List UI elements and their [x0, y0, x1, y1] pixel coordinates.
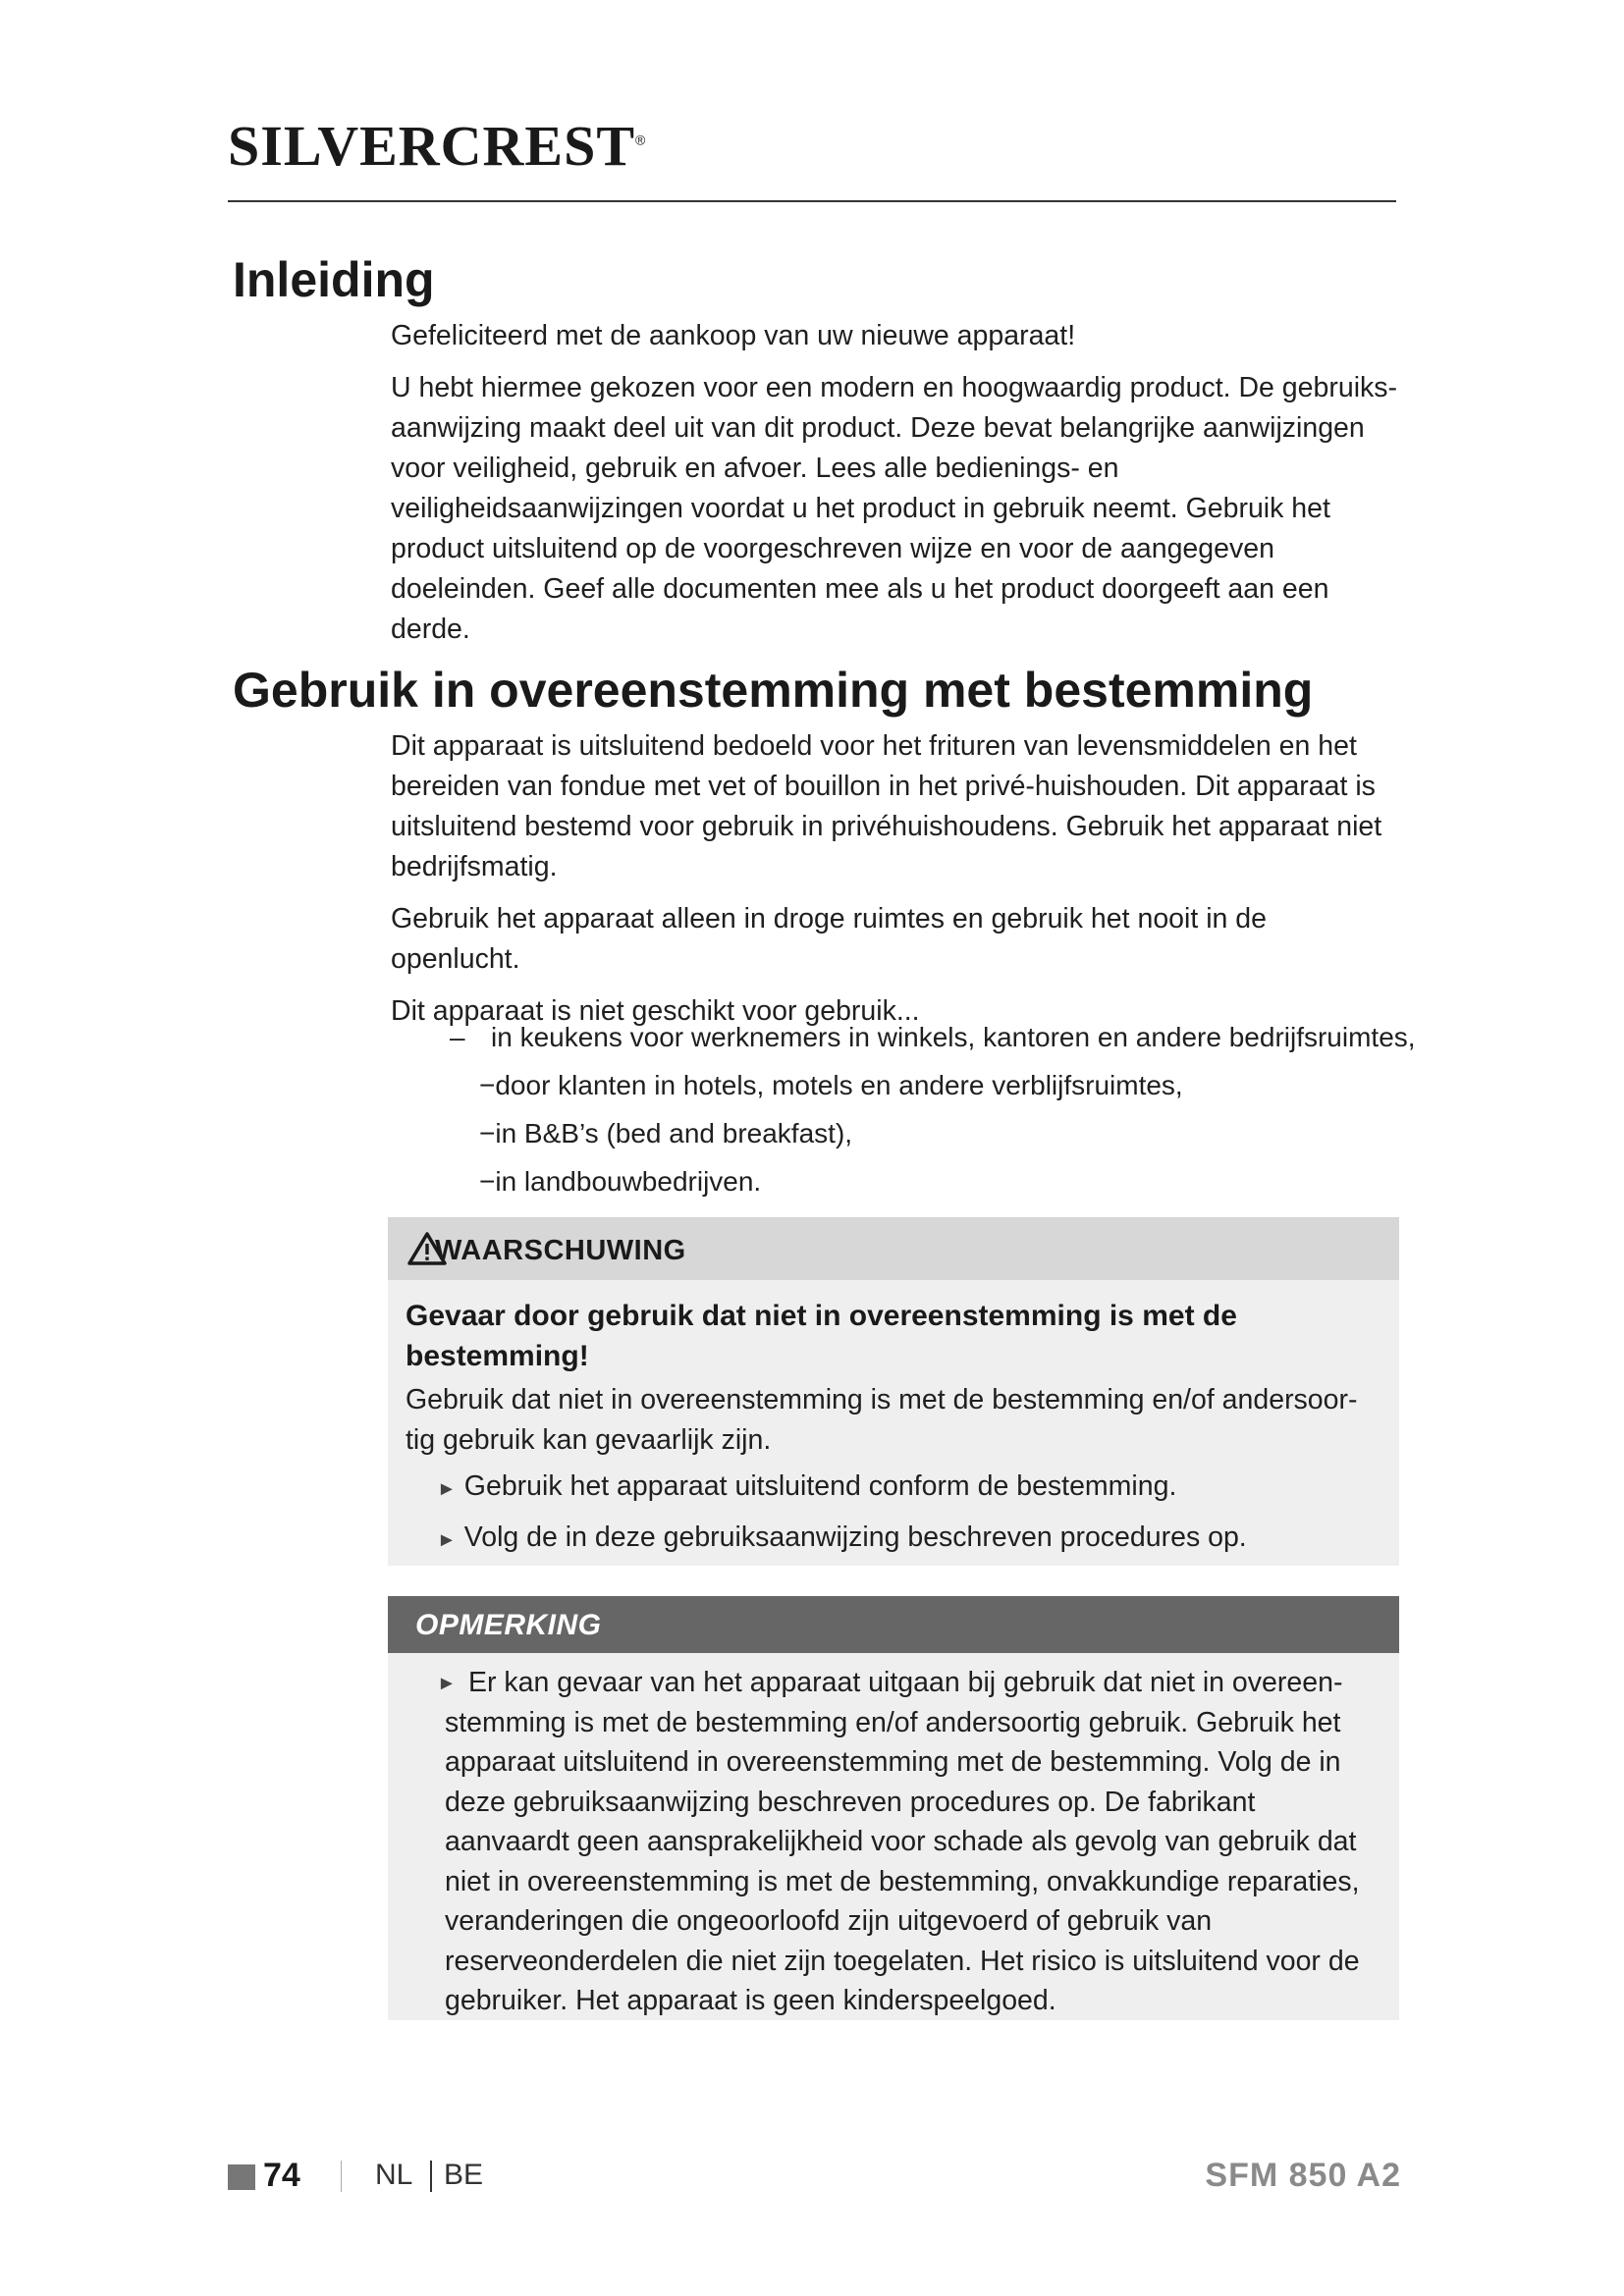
bullet-arrow-icon: ►: [437, 1673, 457, 1694]
warning-label: WAARSCHUWING: [435, 1235, 686, 1266]
brand-name: SILVERCREST: [228, 114, 636, 178]
list-item: −in landbouwbedrijven.: [479, 1166, 762, 1197]
warning-header: [388, 1217, 1399, 1280]
language-code-be: BE: [444, 2159, 484, 2191]
intended-use-paragraph-3: Dit apparaat is niet geschikt voor gebruik...: [391, 995, 920, 1027]
note-label: OPMERKING: [415, 1609, 602, 1641]
footer-square-icon: [228, 2164, 255, 2190]
warning-box: [388, 1217, 1399, 1566]
intro-paragraph-2: U hebt hiermee gekozen voor een modern en hoogwaardig product. De gebruiksaanwijzing maakt deel uit van dit product. Deze bevat belangrijke aanwijzingen voor veiligheid, gebruik en afvoer. Lees alle bedienings- en veiligheidsaanwijzingen voordat u het product in gebruik neemt. Gebruik het product uitsluitend op de voorgeschreven wijze en voor de aangegeven doeleinden. Geef alle documenten mee als u het product doorgeeft aan een derde.: [391, 372, 1398, 645]
bullet-arrow-icon: ►: [437, 1478, 457, 1500]
bullet-arrow-icon: ►: [437, 1529, 457, 1551]
header-rule: [228, 200, 1396, 202]
list-item: – in keukens voor werknemers in winkels, kantoren en andere bedrijfsruimtes,: [450, 1022, 1416, 1052]
warning-text: Gebruik dat niet in overeenstemming is met de bestemming en/of andersoortig gebruik kan gevaarlijk zijn.: [406, 1384, 1358, 1456]
note-box: [388, 1596, 1399, 2020]
page-footer: [228, 2157, 1401, 2196]
warning-bullet: ► Volg de in deze gebruiksaanwijzing beschreven procedures op.: [437, 1522, 1247, 1553]
page-number: 74: [263, 2157, 300, 2194]
note-text: Er kan gevaar van het apparaat uitgaan bij gebruik dat niet in overeenstemming is met de bestemming en/of andersoortig gebruik. Gebruik het apparaat uitsluitend in overeenstemming met de bestemming. Volg de in deze gebruiksaanwijzing beschreven procedures op. De fabrikant aanvaardt geen aansprakelijkheid voor schade als gevolg van gebruik dat niet in overeenstemming is met de bestemming, onvakkundige reparaties, veranderingen die ongeoorloofd zijn uitgevoerd of gebruik van reserveonderdelen die niet zijn toegelaten. Het risico is uitsluitend voor de gebruiker. Het apparaat is geen kinderspeelgoed.: [445, 1667, 1360, 2016]
language-code-nl: NL: [375, 2159, 413, 2191]
footer-divider: [430, 2161, 432, 2192]
footer-divider: [341, 2161, 342, 2192]
intro-paragraph-1: Gefeliciteerd met de aankoop van uw nieuwe apparaat!: [391, 320, 1076, 351]
intended-use-paragraph-1: Dit apparaat is uitsluitend bedoeld voor het frituren van levensmiddelen en het bereiden van fondue met vet of bouillon in het privé-huishouden. Dit apparaat is uitsluitend bestemd voor gebruik in privéhuishoudens. Gebruik het apparaat niet bedrijfsmatig.: [391, 730, 1382, 882]
note-header: [388, 1596, 1399, 1653]
intended-use-heading: Gebruik in overeenstemming met bestemming: [233, 663, 1314, 718]
intro-heading: Inleiding: [233, 252, 435, 307]
intended-use-paragraph-2: Gebruik het apparaat alleen in droge ruimtes en gebruik het nooit in de openlucht.: [391, 903, 1267, 975]
brand-logo: [228, 114, 647, 178]
warning-bullet: ► Gebruik het apparaat uitsluitend conform de bestemming.: [437, 1470, 1177, 1502]
registered-mark: ®: [635, 132, 647, 148]
intended-use-body: [391, 726, 1402, 1043]
list-item: −door klanten in hotels, motels en andere verblijfsruimtes,: [479, 1070, 1183, 1100]
warning-title: Gevaar door gebruik dat niet in overeenstemming is met de bestemming!: [406, 1300, 1237, 1372]
not-suitable-list: [450, 1013, 1416, 1205]
model-number: SFM 850 A2: [1205, 2157, 1401, 2194]
intro-body: [391, 316, 1402, 662]
list-item: −in B&B’s (bed and breakfast),: [479, 1118, 853, 1148]
